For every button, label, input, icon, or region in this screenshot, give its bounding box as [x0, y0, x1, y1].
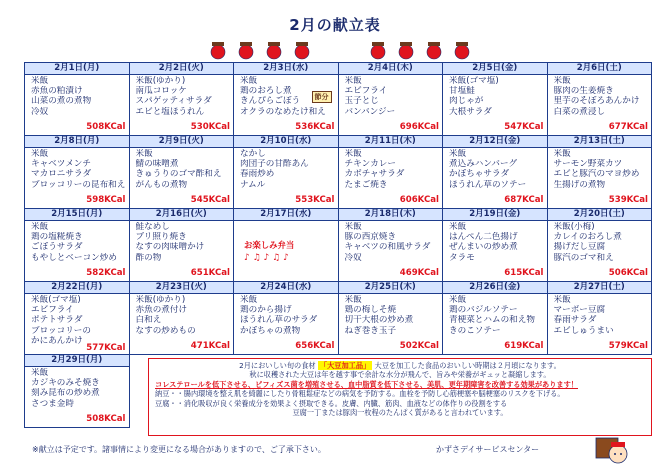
oni-mascot-row-icon	[200, 36, 480, 64]
day-kcal: 539KCal	[608, 195, 648, 205]
notes-line: 2月においしい旬の食材 「大豆加工品」 大豆を加工した食品のおいしい時期は２月頃になります。	[239, 361, 561, 370]
day-date: 2月19日(金)	[443, 209, 547, 221]
day-date: 2月8日(月)	[25, 136, 129, 148]
day-date: 2月3日(水)	[234, 63, 338, 75]
day-date: 2月10日(水)	[234, 136, 338, 148]
day-menu: 米飯 鶏の梅しそ焼 切干大根の炒め煮 ねぎ巻き玉子	[344, 295, 414, 336]
day-date: 2月18日(木)	[339, 209, 443, 221]
center-name: かずさデイサービスセンター	[436, 445, 540, 454]
day-menu: 米飯 マーボー豆腐 春雨サラダ エビしゅうまい	[553, 295, 614, 336]
notes-line: 豆腐・・消化吸収が良く栄養成分を効果よく摂取できる。皮膚、内臓、筋肉、血液などの体作りの役割をする	[155, 398, 508, 408]
day-date: 2月16日(火)	[130, 209, 234, 221]
day-menu: 米飯 鶏の塩糀焼き ごぼうサラダ もやしとベーコン炒め	[31, 222, 117, 263]
day-cell	[25, 136, 130, 209]
day-kcal: 615KCal	[504, 268, 544, 278]
day-date: 2月1日(月)	[25, 63, 129, 75]
week-row	[25, 136, 652, 209]
day-date: 2月26日(金)	[443, 282, 547, 294]
day-cell	[443, 136, 548, 209]
notes-line: 秋に収穫された大豆は年を越す事で余計な水分が飛んで、旨みや栄養がギュッと凝縮します。	[249, 370, 551, 380]
day-date: 2月24日(水)	[234, 282, 338, 294]
day-cell	[129, 136, 234, 209]
day-cell	[25, 355, 130, 428]
day-cell	[129, 209, 234, 282]
day-menu: 米飯 赤魚の粕漬け 山菜の煮の煮物 冷奴	[31, 76, 92, 117]
day-menu: 米飯 鶏のおろし煮 きんぴらごぼう オクラのなめたけ和え	[240, 76, 326, 117]
day-kcal: 651KCal	[190, 268, 230, 278]
day-kcal: 619KCal	[504, 341, 544, 351]
day-kcal: 545KCal	[190, 195, 230, 205]
day-menu: 米飯 キャベツメンチ マカロニサラダ ブロッコリーの昆布和え	[31, 149, 126, 190]
day-cell	[234, 209, 339, 282]
day-cell	[338, 63, 443, 136]
day-kcal: 582KCal	[86, 268, 126, 278]
seasonal-notes	[148, 358, 652, 436]
day-cell	[129, 63, 234, 136]
day-date: 2月11日(木)	[339, 136, 443, 148]
day-date: 2月2日(火)	[130, 63, 234, 75]
page-title: 2月の献立表	[289, 16, 381, 34]
day-cell	[547, 136, 652, 209]
day-cell	[25, 63, 130, 136]
day-kcal: 508KCal	[86, 414, 126, 424]
day-date: 2月13日(土)	[548, 136, 652, 148]
day-date: 2月29日(月)	[25, 355, 129, 367]
day-cell	[338, 136, 443, 209]
day-cell	[338, 209, 443, 282]
day-date: 2月23日(火)	[130, 282, 234, 294]
day-menu: 米飯 カジキのみそ焼き 刻み昆布の炒め煮 さつま金時	[31, 368, 100, 409]
day-cell	[443, 282, 548, 355]
day-cell	[547, 63, 652, 136]
day-kcal: 577KCal	[86, 343, 126, 353]
day-kcal: 508KCal	[86, 122, 126, 132]
day-kcal: 687KCal	[504, 195, 544, 205]
day-kcal: 598KCal	[86, 195, 126, 205]
day-date: 2月9日(火)	[130, 136, 234, 148]
day-cell	[547, 282, 652, 355]
day-menu: 米飯 サーモン野菜カツ エビと豚汽のマヨ炒め 生揚げの煮物	[553, 149, 640, 190]
day-kcal: 506KCal	[608, 268, 648, 278]
day-date: 2月17日(水)	[234, 209, 338, 221]
day-menu: 米飯(ゆかり) 南瓜コロッケ スパゲッティサラダ エビと塩ほうれん	[135, 76, 212, 117]
day-kcal: 502KCal	[399, 341, 439, 351]
day-date: 2月20日(土)	[548, 209, 652, 221]
day-cell	[547, 209, 652, 282]
day-menu: 米飯 鯖の味噌煮 きゅうりのゴマ酢和え がんもの煮物	[135, 149, 222, 190]
day-menu: 米飯(ゆかり) 赤魚の煮付け 白和え なすの炒めもの	[135, 295, 196, 336]
day-cell	[25, 209, 130, 282]
week-row	[25, 209, 652, 282]
day-kcal: 677KCal	[608, 122, 648, 132]
day-date: 2月25日(木)	[339, 282, 443, 294]
day-kcal: 606KCal	[399, 195, 439, 205]
day-menu: 米飯 チキンカレー カボチャサラダ たまご焼き	[344, 149, 405, 190]
day-menu: 鮭なめし ブリ照り焼き なすの肉味噌かけ 酢の物	[135, 222, 205, 263]
day-cell	[234, 136, 339, 209]
day-cell	[338, 282, 443, 355]
music-notes-icon: ♪ ♫ ♪ ♫ ♪	[244, 253, 289, 263]
day-kcal: 696KCal	[399, 122, 439, 132]
day-menu: 米飯 豚肉の生姜焼き 里芋のそぼろあんかけ 白菜の煮浸し	[553, 76, 640, 117]
oni-mascot-icon	[592, 428, 630, 468]
day-menu: 米飯 はんぺん二色揚げ ぜんまいの炒め煮 タラモ	[449, 222, 518, 263]
day-date: 2月6日(土)	[548, 63, 652, 75]
highlight-label: 「大豆加工品」	[319, 361, 371, 370]
day-menu: 米飯 豚の西京焼き キャベツの和風サラダ 冷奴	[344, 222, 431, 263]
notes-line: 豆腐一丁または豚肉一枚程のたんぱく質があると言われています。	[292, 408, 508, 418]
day-kcal: 553KCal	[295, 195, 335, 205]
day-menu: 米飯 エビフライ 玉子とじ バンバンジー	[344, 76, 396, 117]
day-kcal: 547KCal	[504, 122, 544, 132]
day-cell	[129, 282, 234, 355]
day-kcal: 579KCal	[608, 341, 648, 351]
day-cell	[443, 63, 548, 136]
day-kcal: 471KCal	[190, 341, 230, 351]
day-kcal: 469KCal	[399, 268, 439, 278]
day-date: 2月15日(月)	[25, 209, 129, 221]
day-date: 2月27日(土)	[548, 282, 652, 294]
day-menu: 米飯(小梅) カレイのおろし煮 揚げだし豆腐 豚汽のゴマ和え	[553, 222, 622, 263]
day-menu: 米飯 鶏のバジルソテー 青梗菜とハムの和え物 きのこソテー	[449, 295, 535, 336]
day-kcal: 656KCal	[295, 341, 335, 351]
day-date: 2月22日(月)	[25, 282, 129, 294]
day-cell	[234, 282, 339, 355]
setsubun-badge: 節分	[312, 91, 332, 103]
notes-line: 納豆・・腸内環境を整え肌を綺麗にしたり骨粗鬆症などの病気を予防する。血栓を予防し心筋梗塞や脳梗塞のリスクを下げる。	[155, 389, 565, 399]
notes-line: コレステロールを低下させる、ビフィズス菌を増殖させる、血中脂質を低下させる、美肌、更年期障害を改善する効果があります！	[155, 379, 578, 389]
title-area	[0, 14, 670, 36]
day-cell	[25, 282, 130, 355]
day-menu: 米飯 鶏のから揚げ ほうれん草のサラダ かぼちゃの煮物	[240, 295, 318, 336]
week-row	[25, 282, 652, 355]
day-cell	[443, 209, 548, 282]
day-cell	[234, 63, 339, 136]
day-menu: 米飯(ゴマ塩) エビフライ ポテトサラダ ブロッコリーの かにあんかけ	[31, 295, 91, 346]
day-menu: 米飯(ゴマ塩) 甘塩鮭 肉じゃが 大根サラダ	[449, 76, 499, 117]
footer-disclaimer: ※献立は予定です。諸事情により変更になる場合がありますので、ご了承下さい。	[32, 445, 326, 454]
special-bento-event: お楽しみ弁当	[244, 240, 295, 250]
day-date: 2月5日(金)	[443, 63, 547, 75]
day-kcal: 530KCal	[190, 122, 230, 132]
day-date: 2月12日(金)	[443, 136, 547, 148]
week-row	[25, 63, 652, 136]
day-kcal: 536KCal	[295, 122, 335, 132]
day-date: 2月4日(木)	[339, 63, 443, 75]
day-menu: なかし 肉団子の甘酢あん 春雨炒め ナムル	[240, 149, 309, 190]
day-menu: 米飯 煮込みハンバーグ かぼちゃサラダ ほうれん草のソテー	[449, 149, 527, 190]
